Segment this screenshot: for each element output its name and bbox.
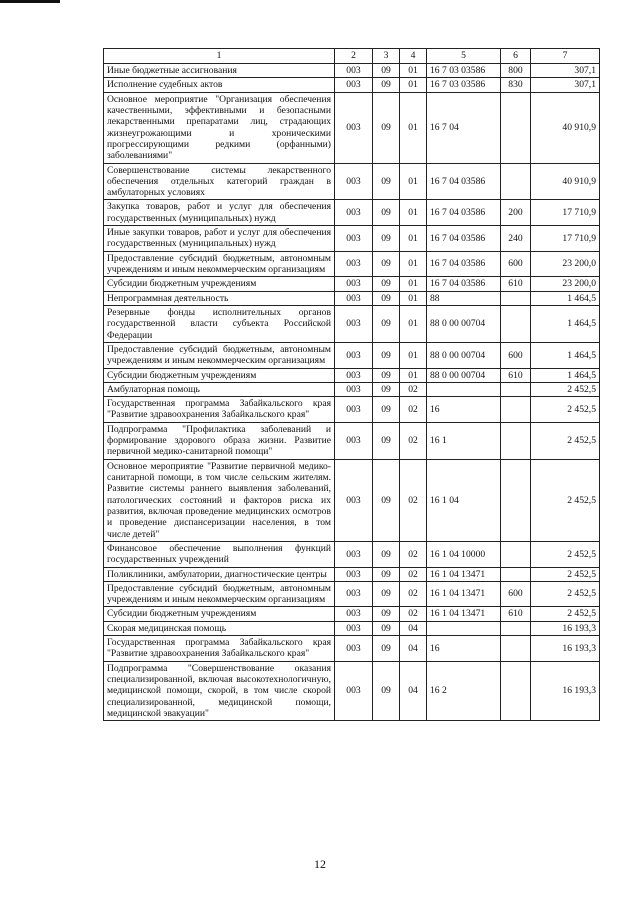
row-vr-cell: 610 [501,368,531,382]
row-rz-cell: 09 [373,277,400,291]
table-row [104,200,600,226]
header-col-csr: 5 [427,49,501,64]
row-grbs-cell: 003 [335,342,373,368]
row-vr-cell [501,291,531,305]
row-sum-cell: 23 200,0 [531,277,600,291]
row-pr-cell: 01 [400,92,427,163]
row-name-cell: Иные бюджетные ассигнования [104,64,335,78]
row-pr-cell: 01 [400,200,427,226]
header-col-grbs: 2 [335,49,373,64]
row-grbs-cell: 003 [335,541,373,567]
row-vr-cell: 830 [501,78,531,92]
row-sum-cell: 2 452,5 [531,541,600,567]
row-name-cell: Поликлиники, амбулатории, диагностические центры [104,567,335,581]
row-grbs-cell: 003 [335,661,373,721]
row-sum-cell: 16 193,3 [531,636,600,662]
row-vr-cell: 240 [501,226,531,252]
row-pr-cell: 04 [400,621,427,635]
row-pr-cell: 02 [400,422,427,459]
row-pr-cell: 02 [400,382,427,396]
row-csr-cell: 88 0 00 00704 [427,368,501,382]
row-csr-cell: 16 1 04 [427,459,501,541]
row-sum-cell: 307,1 [531,78,600,92]
row-rz-cell: 09 [373,342,400,368]
row-rz-cell: 09 [373,661,400,721]
row-sum-cell: 2 452,5 [531,459,600,541]
row-grbs-cell: 003 [335,422,373,459]
row-sum-cell: 2 452,5 [531,382,600,396]
row-name-cell: Субсидии бюджетным учреждениям [104,607,335,621]
row-vr-cell [501,621,531,635]
row-name-cell: Скорая медицинская помощь [104,621,335,635]
row-rz-cell: 09 [373,541,400,567]
table-row [104,251,600,277]
row-vr-cell: 800 [501,64,531,78]
header-col-vr: 6 [501,49,531,64]
row-csr-cell: 16 7 04 03586 [427,163,501,200]
row-rz-cell: 09 [373,251,400,277]
row-sum-cell: 16 193,3 [531,621,600,635]
row-csr-cell [427,621,501,635]
row-pr-cell: 02 [400,459,427,541]
row-sum-cell: 40 910,9 [531,163,600,200]
row-pr-cell: 02 [400,541,427,567]
row-vr-cell: 610 [501,277,531,291]
row-name-cell: Подпрограмма "Совершенствование оказания специализированной, включая высокотехнологичную, медицинской помощи, скорой, в том числе скорой специализированной, медицинской помощи, медицинской эвакуации" [104,661,335,721]
row-csr-cell: 16 7 04 03586 [427,251,501,277]
table-row [104,607,600,621]
row-grbs-cell: 003 [335,305,373,342]
row-vr-cell [501,661,531,721]
row-grbs-cell: 003 [335,291,373,305]
table-row [104,368,600,382]
row-name-cell: Исполнение судебных актов [104,78,335,92]
row-csr-cell: 16 1 04 13471 [427,567,501,581]
row-name-cell: Совершенствование системы лекарственного обеспечения отдельных категорий граждан в амбулаторных условиях [104,163,335,200]
row-grbs-cell: 003 [335,607,373,621]
table-row [104,226,600,252]
row-name-cell: Предоставление субсидий бюджетным, автономным учреждениям и иным некоммерческим организациям [104,581,335,607]
row-sum-cell: 40 910,9 [531,92,600,163]
row-csr-cell: 16 7 04 03586 [427,200,501,226]
row-sum-cell: 2 452,5 [531,397,600,423]
row-name-cell: Финансовое обеспечение выполнения функций государственных учреждений [104,541,335,567]
row-name-cell: Амбулаторная помощь [104,382,335,396]
row-csr-cell: 88 0 00 00704 [427,305,501,342]
row-pr-cell: 01 [400,64,427,78]
row-sum-cell: 16 193,3 [531,661,600,721]
row-csr-cell: 16 1 04 13471 [427,581,501,607]
row-sum-cell: 307,1 [531,64,600,78]
row-pr-cell: 01 [400,291,427,305]
row-name-cell: Предоставление субсидий бюджетным, автономным учреждениям и иным некоммерческим организациям [104,342,335,368]
row-csr-cell: 16 7 04 03586 [427,277,501,291]
row-name-cell: Субсидии бюджетным учреждениям [104,368,335,382]
table-row [104,382,600,396]
row-rz-cell: 09 [373,397,400,423]
row-vr-cell [501,636,531,662]
row-pr-cell: 02 [400,581,427,607]
row-rz-cell: 09 [373,305,400,342]
row-rz-cell: 09 [373,78,400,92]
row-csr-cell: 16 [427,636,501,662]
table-row [104,397,600,423]
row-grbs-cell: 003 [335,226,373,252]
budget-table [103,48,600,721]
table-row [104,567,600,581]
row-grbs-cell: 003 [335,382,373,396]
row-rz-cell: 09 [373,607,400,621]
row-rz-cell: 09 [373,368,400,382]
row-grbs-cell: 003 [335,397,373,423]
row-grbs-cell: 003 [335,636,373,662]
row-vr-cell: 600 [501,342,531,368]
row-csr-cell: 88 0 00 00704 [427,342,501,368]
row-sum-cell: 1 464,5 [531,291,600,305]
row-rz-cell: 09 [373,382,400,396]
row-name-cell: Основное мероприятие "Организация обеспечения качественными, эффективными и безопасными лекарственными препаратами лиц, страдающих жизнеугрожающими и хроническими прогрессирующими редкими (орфанными) заболеваниями" [104,92,335,163]
row-pr-cell: 01 [400,342,427,368]
row-vr-cell: 610 [501,607,531,621]
row-name-cell: Непрограммная деятельность [104,291,335,305]
row-name-cell: Закупка товаров, работ и услуг для обеспечения государственных (муниципальных) нужд [104,200,335,226]
row-pr-cell: 01 [400,251,427,277]
row-csr-cell: 16 2 [427,661,501,721]
row-sum-cell: 1 464,5 [531,368,600,382]
row-pr-cell: 01 [400,305,427,342]
table-header-row [104,49,600,64]
header-col-sum: 7 [531,49,600,64]
table-row [104,342,600,368]
row-pr-cell: 02 [400,397,427,423]
row-grbs-cell: 003 [335,251,373,277]
row-grbs-cell: 003 [335,621,373,635]
row-csr-cell: 16 [427,397,501,423]
row-name-cell: Иные закупки товаров, работ и услуг для обеспечения государственных (муниципальных) нужд [104,226,335,252]
row-sum-cell: 17 710,9 [531,226,600,252]
row-rz-cell: 09 [373,636,400,662]
row-vr-cell [501,397,531,423]
row-rz-cell: 09 [373,422,400,459]
row-grbs-cell: 003 [335,459,373,541]
row-grbs-cell: 003 [335,163,373,200]
row-vr-cell [501,422,531,459]
row-rz-cell: 09 [373,226,400,252]
row-vr-cell [501,541,531,567]
row-sum-cell: 2 452,5 [531,581,600,607]
row-grbs-cell: 003 [335,64,373,78]
row-grbs-cell: 003 [335,78,373,92]
row-sum-cell: 17 710,9 [531,200,600,226]
table-row [104,422,600,459]
row-rz-cell: 09 [373,567,400,581]
row-sum-cell: 1 464,5 [531,342,600,368]
row-rz-cell: 09 [373,64,400,78]
row-csr-cell: 16 7 03 03586 [427,64,501,78]
row-vr-cell [501,92,531,163]
row-pr-cell: 04 [400,661,427,721]
row-grbs-cell: 003 [335,92,373,163]
row-pr-cell: 01 [400,226,427,252]
row-sum-cell: 23 200,0 [531,251,600,277]
row-vr-cell: 600 [501,581,531,607]
row-rz-cell: 09 [373,291,400,305]
row-grbs-cell: 003 [335,277,373,291]
row-grbs-cell: 003 [335,567,373,581]
row-sum-cell: 2 452,5 [531,567,600,581]
row-vr-cell [501,382,531,396]
table-row [104,661,600,721]
row-rz-cell: 09 [373,621,400,635]
table-row [104,581,600,607]
row-csr-cell: 88 [427,291,501,305]
row-grbs-cell: 003 [335,368,373,382]
row-vr-cell [501,459,531,541]
table-row [104,92,600,163]
row-vr-cell [501,163,531,200]
row-name-cell: Предоставление субсидий бюджетным, автономным учреждениям и иным некоммерческим организациям [104,251,335,277]
row-vr-cell: 200 [501,200,531,226]
row-name-cell: Субсидии бюджетным учреждениям [104,277,335,291]
table-row [104,621,600,635]
header-col-name: 1 [104,49,335,64]
table-row [104,291,600,305]
row-rz-cell: 09 [373,581,400,607]
row-sum-cell: 2 452,5 [531,422,600,459]
row-pr-cell: 02 [400,567,427,581]
table-row [104,541,600,567]
row-csr-cell: 16 1 04 10000 [427,541,501,567]
row-csr-cell: 16 1 04 13471 [427,607,501,621]
table-row [104,163,600,200]
row-pr-cell: 01 [400,368,427,382]
table-row [104,277,600,291]
row-name-cell: Подпрограмма "Профилактика заболеваний и формирование здорового образа жизни. Развитие первичной медико-санитарной помощи" [104,422,335,459]
table-row [104,305,600,342]
row-pr-cell: 04 [400,636,427,662]
row-csr-cell [427,382,501,396]
row-rz-cell: 09 [373,92,400,163]
row-name-cell: Государственная программа Забайкальского края "Развитие здравоохранения Забайкальского края" [104,636,335,662]
row-sum-cell: 2 452,5 [531,607,600,621]
row-vr-cell [501,567,531,581]
row-name-cell: Резервные фонды исполнительных органов государственной власти субъекта Российской Федерации [104,305,335,342]
row-rz-cell: 09 [373,200,400,226]
scan-edge-mark [0,0,60,3]
table-row [104,78,600,92]
row-csr-cell: 16 7 04 [427,92,501,163]
row-pr-cell: 01 [400,78,427,92]
row-grbs-cell: 003 [335,581,373,607]
table-row [104,636,600,662]
row-csr-cell: 16 1 [427,422,501,459]
page-number: 12 [314,857,326,871]
table-row [104,64,600,78]
header-col-rz: 3 [373,49,400,64]
row-csr-cell: 16 7 04 03586 [427,226,501,252]
row-pr-cell: 01 [400,277,427,291]
row-name-cell: Основное мероприятие "Развитие первичной медико-санитарной помощи, в том числе сельским жителям. Развитие системы раннего выявления заболеваний, патологических состояний и факторов риска их развития, включая проведение медицинских осмотров и проведение диспансеризации населения, в том числе детей" [104,459,335,541]
row-rz-cell: 09 [373,459,400,541]
row-sum-cell: 1 464,5 [531,305,600,342]
row-grbs-cell: 003 [335,200,373,226]
row-vr-cell [501,305,531,342]
row-rz-cell: 09 [373,163,400,200]
row-pr-cell: 01 [400,163,427,200]
row-pr-cell: 02 [400,607,427,621]
row-csr-cell: 16 7 03 03586 [427,78,501,92]
row-name-cell: Государственная программа Забайкальского края "Развитие здравоохранения Забайкальского края" [104,397,335,423]
header-col-pr: 4 [400,49,427,64]
table-row [104,459,600,541]
row-vr-cell: 600 [501,251,531,277]
